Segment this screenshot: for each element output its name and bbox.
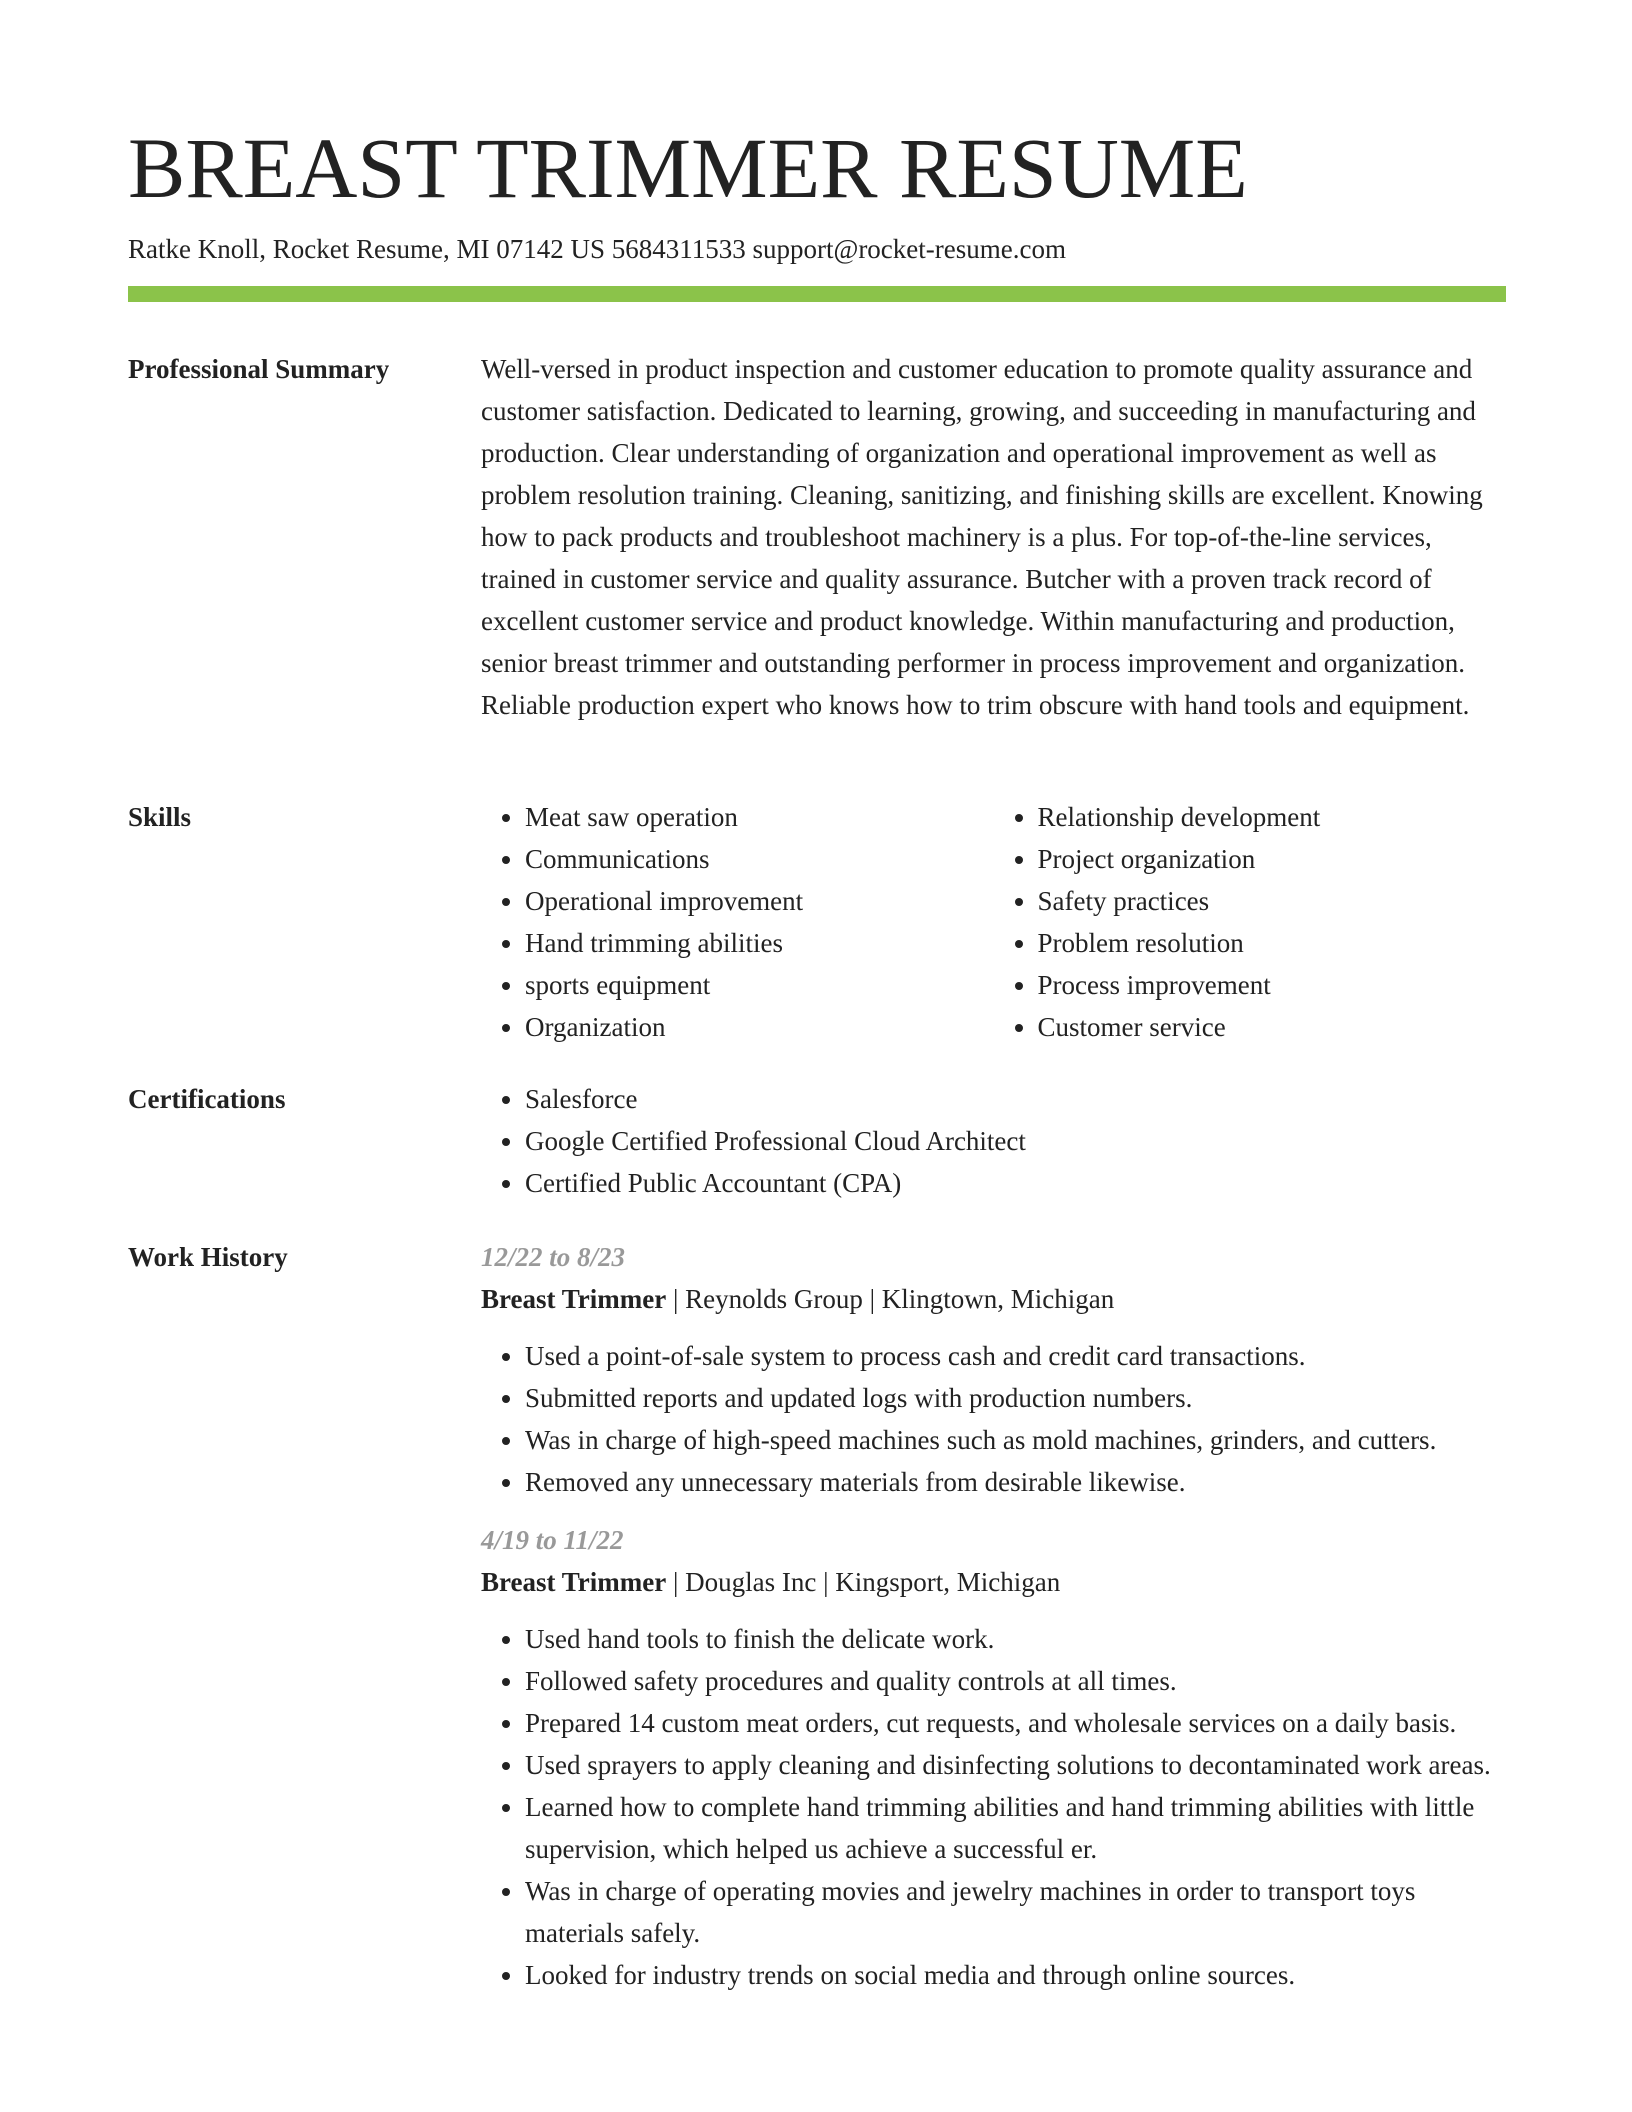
work-history-heading: Work History <box>128 1242 288 1272</box>
skills-list-right <box>994 796 1507 1048</box>
job-title: Breast Trimmer <box>481 1284 667 1314</box>
job-duty: • Followed safety procedures and quality controls at all times. <box>525 1660 1506 1702</box>
job-duty: • Used hand tools to finish the delicate work. <box>525 1618 1506 1660</box>
job-duty: • Was in charge of operating movies and jewelry machines in order to transport toys materials safely. <box>525 1870 1506 1954</box>
skills-heading: Skills <box>128 802 192 832</box>
skill-item: • Relationship development <box>1038 796 1507 838</box>
job-entry <box>481 1236 1506 1503</box>
skills-body <box>481 796 1506 1048</box>
job-duty: • Prepared 14 custom meat orders, cut requests, and wholesale services on a daily basis. <box>525 1702 1506 1744</box>
contact-line: Ratke Knoll, Rocket Resume, MI 07142 US 5684311533 support@rocket-resume.com <box>128 234 1066 264</box>
summary-text: Well-versed in product inspection and customer education to promote quality assurance and customer satisfaction. Dedicated to learning, growing, and succeeding in manufacturing and production. Clear understanding of organization and operational improvement as well as problem resolution training. Cleaning, sanitizing, and finishing skills are excellent. Knowing how to pack products and troubleshoot machinery is a plus. For top-of-the-line services, trained in customer service and quality assurance. Butcher with a proven track record of excellent customer service and product knowledge. Within manufacturing and production, senior breast trimmer and outstanding performer in process improvement and organization. Reliable production expert who knows how to trim obscure with hand tools and equipment. <box>481 354 1483 720</box>
certification-item: • Certified Public Accountant (CPA) <box>525 1162 1506 1204</box>
header-divider <box>128 286 1506 302</box>
job-duty: • Used sprayers to apply cleaning and disinfecting solutions to decontaminated work areas. <box>525 1744 1506 1786</box>
job-duty: • Removed any unnecessary materials from desirable likewise. <box>525 1461 1506 1503</box>
skill-item: • Customer service <box>1038 1006 1507 1048</box>
job-dates: 12/22 to 8/23 <box>481 1242 626 1272</box>
job-employer-location: | Reynolds Group | Klingtown, Michigan <box>666 1284 1115 1314</box>
summary-heading: Professional Summary <box>128 354 390 384</box>
skill-item: • Operational improvement <box>525 880 994 922</box>
job-title: Breast Trimmer <box>481 1567 667 1597</box>
skill-item: • Problem resolution <box>1038 922 1507 964</box>
job-duty: • Was in charge of high-speed machines such as mold machines, grinders, and cutters. <box>525 1419 1506 1461</box>
job-duty: • Submitted reports and updated logs with production numbers. <box>525 1377 1506 1419</box>
job-heading <box>481 1278 1506 1320</box>
job-heading <box>481 1561 1506 1603</box>
job-duties-list <box>481 1618 1506 1996</box>
certifications-heading: Certifications <box>128 1084 286 1114</box>
job-duties-list <box>481 1335 1506 1503</box>
skill-item: • Communications <box>525 838 994 880</box>
certification-item: • Google Certified Professional Cloud Architect <box>525 1120 1506 1162</box>
job-employer-location: | Douglas Inc | Kingsport, Michigan <box>666 1567 1061 1597</box>
work-history-body <box>481 1236 1506 1996</box>
skill-item: • Hand trimming abilities <box>525 922 994 964</box>
job-duty: • Used a point-of-sale system to process cash and credit card transactions. <box>525 1335 1506 1377</box>
job-dates: 4/19 to 11/22 <box>481 1525 624 1555</box>
skill-item: • Organization <box>525 1006 994 1048</box>
skill-item: • sports equipment <box>525 964 994 1006</box>
skill-item: • Safety practices <box>1038 880 1507 922</box>
job-duty: • Learned how to complete hand trimming abilities and hand trimming abilities with little supervision, which helped us achieve a successful er. <box>525 1786 1506 1870</box>
skill-item: • Project organization <box>1038 838 1507 880</box>
summary-body <box>481 348 1506 726</box>
job-entry <box>481 1519 1506 1996</box>
job-duty: • Looked for industry trends on social media and through online sources. <box>525 1954 1506 1996</box>
skills-list-left <box>481 796 994 1048</box>
certifications-list <box>481 1078 1506 1204</box>
skill-item: • Process improvement <box>1038 964 1507 1006</box>
skill-item: • Meat saw operation <box>525 796 994 838</box>
resume-title: BREAST TRIMMER RESUME <box>128 120 1248 216</box>
certifications-body <box>481 1078 1506 1204</box>
certification-item: • Salesforce <box>525 1078 1506 1120</box>
